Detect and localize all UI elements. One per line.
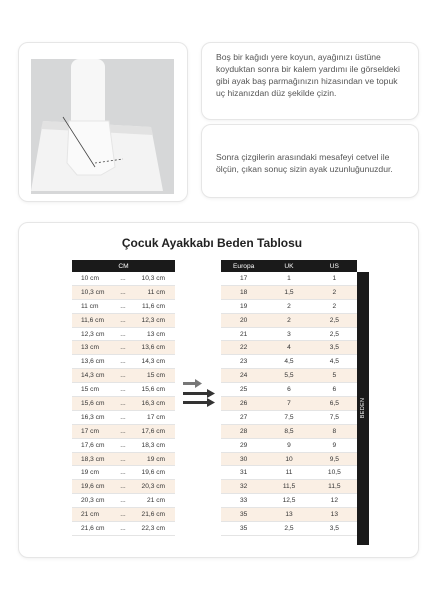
cm-from: 14,3 cm (72, 369, 118, 383)
cm-from: 11,6 cm (72, 313, 118, 327)
cm-sep: ... (118, 466, 128, 480)
cm-sep: ... (118, 341, 128, 355)
eu-size: 31 (221, 466, 266, 480)
uk-size: 7 (266, 397, 311, 411)
cm-to: 21 cm (128, 494, 175, 508)
uk-size: 2 (266, 299, 311, 313)
eu-size: 24 (221, 369, 266, 383)
us-size: 2 (312, 299, 357, 313)
eu-size: 29 (221, 438, 266, 452)
uk-size: 11 (266, 466, 311, 480)
size-row (221, 452, 357, 466)
size-row (221, 438, 357, 452)
cm-row (72, 410, 175, 424)
cm-row (72, 494, 175, 508)
cm-row (72, 424, 175, 438)
eu-size: 19 (221, 299, 266, 313)
cm-row (72, 285, 175, 299)
size-row (221, 522, 357, 536)
cm-sep: ... (118, 397, 128, 411)
cm-sep: ... (118, 494, 128, 508)
cm-row (72, 508, 175, 522)
cm-to: 15,6 cm (128, 383, 175, 397)
uk-size: 9 (266, 438, 311, 452)
cm-to: 19 cm (128, 452, 175, 466)
uk-size: 4 (266, 341, 311, 355)
eu-size: 30 (221, 452, 266, 466)
cm-to: 14,3 cm (128, 355, 175, 369)
eu-size: 27 (221, 410, 266, 424)
table-title: Çocuk Ayakkabı Beden Tablosu (121, 236, 303, 250)
eu-size: 35 (221, 522, 266, 536)
cm-from: 10 cm (72, 272, 118, 285)
size-row (221, 383, 357, 397)
eu-size: 23 (221, 355, 266, 369)
cm-sep: ... (118, 299, 128, 313)
us-size: 11,5 (312, 480, 357, 494)
size-row (221, 508, 357, 522)
cm-from: 11 cm (72, 299, 118, 313)
cm-from: 20,3 cm (72, 494, 118, 508)
cm-sep: ... (118, 508, 128, 522)
uk-size: 6 (266, 383, 311, 397)
us-size: 9,5 (312, 452, 357, 466)
cm-to: 10,3 cm (128, 272, 175, 285)
cm-sep: ... (118, 424, 128, 438)
instruction-step-2: Sonra çizgilerin arasındaki mesafeyi cetvel ile ölçün, çıkan sonuç sizin ayak uzunluğunuzdur. (216, 152, 393, 174)
uk-size: 5,5 (266, 369, 311, 383)
cm-row (72, 299, 175, 313)
cm-sep: ... (118, 452, 128, 466)
cm-from: 12,3 cm (72, 327, 118, 341)
cm-to: 21,6 cm (128, 508, 175, 522)
cm-from: 21,6 cm (72, 522, 118, 536)
cm-sep: ... (118, 327, 128, 341)
foot-photo-card (18, 42, 188, 202)
cm-from: 13 cm (72, 341, 118, 355)
cm-to: 11,6 cm (128, 299, 175, 313)
us-size: 6 (312, 383, 357, 397)
cm-row (72, 522, 175, 536)
us-size: 4,5 (312, 355, 357, 369)
eu-size: 35 (221, 508, 266, 522)
cm-from: 16,3 cm (72, 410, 118, 424)
cm-row (72, 438, 175, 452)
cm-to: 19,6 cm (128, 466, 175, 480)
foot-on-paper-illustration (31, 59, 174, 194)
size-row (221, 272, 357, 285)
size-row (221, 299, 357, 313)
size-row (221, 369, 357, 383)
uk-size: 2,5 (266, 522, 311, 536)
us-size: 3,5 (312, 522, 357, 536)
cm-from: 13,6 cm (72, 355, 118, 369)
header-us: US (312, 260, 357, 272)
uk-size: 2 (266, 313, 311, 327)
cm-sep: ... (118, 410, 128, 424)
cm-to: 13 cm (128, 327, 175, 341)
cm-to: 18,3 cm (128, 438, 175, 452)
cm-header: CM (72, 260, 175, 272)
cm-row (72, 480, 175, 494)
cm-from: 21 cm (72, 508, 118, 522)
cm-from: 17,6 cm (72, 438, 118, 452)
cm-sep: ... (118, 438, 128, 452)
cm-to: 20,3 cm (128, 480, 175, 494)
cm-sep: ... (118, 522, 128, 536)
eu-size: 28 (221, 424, 266, 438)
cm-to: 12,3 cm (128, 313, 175, 327)
us-size: 13 (312, 508, 357, 522)
cm-row (72, 369, 175, 383)
size-row (221, 327, 357, 341)
cm-row (72, 341, 175, 355)
us-size: 7,5 (312, 410, 357, 424)
uk-size: 7,5 (266, 410, 311, 424)
cm-row (72, 466, 175, 480)
top-band (0, 0, 424, 38)
us-size: 9 (312, 438, 357, 452)
size-row (221, 424, 357, 438)
double-right-arrows-icon (182, 378, 218, 412)
us-size: 5 (312, 369, 357, 383)
cm-to: 16,3 cm (128, 397, 175, 411)
eu-size: 18 (221, 285, 266, 299)
instruction-card-1 (201, 42, 419, 120)
cm-from: 19 cm (72, 466, 118, 480)
cm-sep: ... (118, 272, 128, 285)
eu-size: 32 (221, 480, 266, 494)
cm-from: 10,3 cm (72, 285, 118, 299)
size-row (221, 313, 357, 327)
header-uk: UK (266, 260, 311, 272)
size-conversion-table (221, 260, 357, 536)
cm-row (72, 397, 175, 411)
cm-sep: ... (118, 480, 128, 494)
instruction-card-2 (201, 124, 419, 198)
uk-size: 13 (266, 508, 311, 522)
cm-to: 11 cm (128, 285, 175, 299)
cm-table (72, 260, 175, 536)
eu-size: 17 (221, 272, 266, 285)
size-row (221, 480, 357, 494)
us-size: 12 (312, 494, 357, 508)
size-row (221, 494, 357, 508)
us-size: 2 (312, 285, 357, 299)
cm-to: 17,6 cm (128, 424, 175, 438)
cm-sep: ... (118, 313, 128, 327)
us-size: 10,5 (312, 466, 357, 480)
header-europa: Europa (221, 260, 266, 272)
cm-sep: ... (118, 383, 128, 397)
size-row (221, 397, 357, 411)
cm-from: 18,3 cm (72, 452, 118, 466)
uk-size: 1 (266, 272, 311, 285)
cm-to: 15 cm (128, 369, 175, 383)
cm-from: 17 cm (72, 424, 118, 438)
eu-size: 25 (221, 383, 266, 397)
cm-from: 19,6 cm (72, 480, 118, 494)
uk-size: 3 (266, 327, 311, 341)
cm-to: 22,3 cm (128, 522, 175, 536)
cm-from: 15,6 cm (72, 397, 118, 411)
size-row (221, 355, 357, 369)
uk-size: 10 (266, 452, 311, 466)
cm-from: 15 cm (72, 383, 118, 397)
cm-row (72, 452, 175, 466)
cm-row (72, 355, 175, 369)
instruction-step-1: Boş bir kağıdı yere koyun, ayağınızı üstüne koyduktan sonra bir kalem yardımı ile görseldeki gibi ayak baş parmağınızın hizasından ve topuk uç hizanızdan düz şekilde çizin. (216, 52, 400, 98)
cm-to: 13,6 cm (128, 341, 175, 355)
us-size: 2,5 (312, 313, 357, 327)
size-row (221, 285, 357, 299)
beden-label (357, 398, 369, 418)
us-size: 8 (312, 424, 357, 438)
cm-sep: ... (118, 285, 128, 299)
cm-sep: ... (118, 355, 128, 369)
size-row (221, 410, 357, 424)
eu-size: 21 (221, 327, 266, 341)
uk-size: 1,5 (266, 285, 311, 299)
us-size: 6,5 (312, 397, 357, 411)
cm-row (72, 313, 175, 327)
cm-row (72, 383, 175, 397)
cm-sep: ... (118, 369, 128, 383)
cm-row (72, 272, 175, 285)
eu-size: 22 (221, 341, 266, 355)
eu-size: 33 (221, 494, 266, 508)
us-size: 3,5 (312, 341, 357, 355)
size-row (221, 341, 357, 355)
cm-row (72, 327, 175, 341)
uk-size: 4,5 (266, 355, 311, 369)
uk-size: 12,5 (266, 494, 311, 508)
eu-size: 20 (221, 313, 266, 327)
uk-size: 11,5 (266, 480, 311, 494)
us-size: 1 (312, 272, 357, 285)
cm-to: 17 cm (128, 410, 175, 424)
eu-size: 26 (221, 397, 266, 411)
uk-size: 8,5 (266, 424, 311, 438)
us-size: 2,5 (312, 327, 357, 341)
beden-text: BEDEN (360, 397, 366, 419)
size-row (221, 466, 357, 480)
